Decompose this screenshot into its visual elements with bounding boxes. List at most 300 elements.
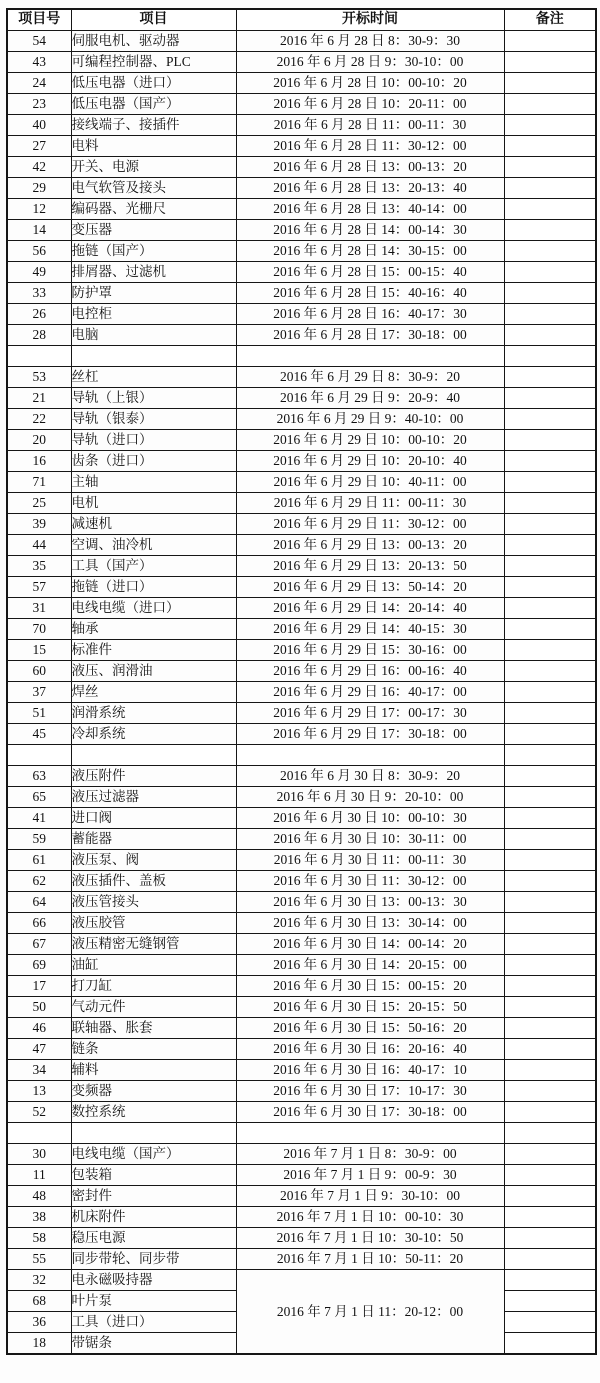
cell-item-name: 工具（国产） [71,556,236,577]
table-row [7,598,596,619]
cell-remark [504,1291,596,1312]
spacer-row [7,745,596,766]
cell-remark [504,451,596,472]
cell-remark [504,1144,596,1165]
cell-item-name: 工具（进口） [71,1312,236,1333]
cell-item-number: 52 [7,1102,71,1123]
cell-bid-time: 2016 年 6 月 30 日 11：30-12：00 [236,871,504,892]
cell-bid-time: 2016 年 7 月 1 日 11：20-12：00 [236,1270,504,1355]
table-row [7,724,596,745]
cell-bid-time: 2016 年 7 月 1 日 9：30-10：00 [236,1186,504,1207]
cell-bid-time: 2016 年 7 月 1 日 10：30-10：50 [236,1228,504,1249]
cell-remark [504,829,596,850]
cell-item-number: 51 [7,703,71,724]
table-row [7,325,596,346]
cell-bid-time: 2016 年 6 月 29 日 11：00-11：30 [236,493,504,514]
table-row [7,1039,596,1060]
cell-item-name: 稳压电源 [71,1228,236,1249]
cell-bid-time: 2016 年 7 月 1 日 8：30-9：00 [236,1144,504,1165]
cell-item-name: 辅料 [71,1060,236,1081]
cell-item-number: 44 [7,535,71,556]
cell-item-number: 70 [7,619,71,640]
cell-remark [504,31,596,52]
cell-remark [504,1249,596,1270]
cell-item-name: 电脑 [71,325,236,346]
cell-item-number: 21 [7,388,71,409]
cell-remark [504,934,596,955]
cell-bid-time: 2016 年 6 月 30 日 15：20-15：50 [236,997,504,1018]
cell-item-number: 17 [7,976,71,997]
cell-item-name: 液压过滤器 [71,787,236,808]
table-row [7,1270,596,1291]
cell-item-number: 30 [7,1144,71,1165]
cell-remark [504,94,596,115]
cell-bid-time: 2016 年 6 月 29 日 16：00-16：40 [236,661,504,682]
cell-item-number: 25 [7,493,71,514]
cell-item-name: 接线端子、接插件 [71,115,236,136]
cell-bid-time: 2016 年 6 月 29 日 17：30-18：00 [236,724,504,745]
cell-item-number: 35 [7,556,71,577]
cell-bid-time: 2016 年 6 月 29 日 9：20-9：40 [236,388,504,409]
table-row [7,388,596,409]
table-row [7,661,596,682]
cell-remark [504,52,596,73]
cell-item-name: 打刀缸 [71,976,236,997]
table-row [7,703,596,724]
cell-item-name: 机床附件 [71,1207,236,1228]
cell-item-name: 主轴 [71,472,236,493]
table-row [7,829,596,850]
bid-schedule-table [6,8,597,1355]
cell-remark [504,535,596,556]
cell-remark [504,892,596,913]
cell-item-name: 减速机 [71,514,236,535]
cell-remark [504,808,596,829]
cell-item-number: 43 [7,52,71,73]
cell-item-number: 18 [7,1333,71,1355]
table-row [7,934,596,955]
table-row [7,430,596,451]
header-item-number: 项目号 [7,9,71,31]
cell-item-number: 46 [7,1018,71,1039]
cell-remark [504,1081,596,1102]
cell-remark [504,598,596,619]
table-row [7,52,596,73]
table-row [7,367,596,388]
cell-item-number: 20 [7,430,71,451]
cell-item-number: 60 [7,661,71,682]
cell-item-name: 电气软管及接头 [71,178,236,199]
cell-remark [504,514,596,535]
cell-remark [504,199,596,220]
cell-item-name: 拖链（国产） [71,241,236,262]
empty-cell [236,346,504,367]
cell-item-number: 15 [7,640,71,661]
cell-item-number: 57 [7,577,71,598]
table-row [7,409,596,430]
cell-remark [504,787,596,808]
table-row [7,556,596,577]
cell-bid-time: 2016 年 6 月 29 日 10：20-10：40 [236,451,504,472]
cell-bid-time: 2016 年 6 月 28 日 15：40-16：40 [236,283,504,304]
cell-bid-time: 2016 年 6 月 28 日 13：40-14：00 [236,199,504,220]
cell-bid-time: 2016 年 6 月 29 日 13：20-13：50 [236,556,504,577]
cell-item-name: 同步带轮、同步带 [71,1249,236,1270]
cell-item-name: 电控柜 [71,304,236,325]
spacer-row [7,346,596,367]
table-row [7,619,596,640]
cell-remark [504,703,596,724]
cell-item-number: 38 [7,1207,71,1228]
cell-item-number: 42 [7,157,71,178]
cell-bid-time: 2016 年 6 月 28 日 8：30-9：30 [236,31,504,52]
cell-bid-time: 2016 年 6 月 28 日 13：20-13：40 [236,178,504,199]
cell-remark [504,850,596,871]
cell-remark [504,1039,596,1060]
cell-bid-time: 2016 年 6 月 29 日 17：00-17：30 [236,703,504,724]
cell-remark [504,220,596,241]
table-row [7,850,596,871]
cell-remark [504,493,596,514]
table-row [7,199,596,220]
cell-bid-time: 2016 年 6 月 28 日 16：40-17：30 [236,304,504,325]
cell-item-number: 54 [7,31,71,52]
cell-remark [504,73,596,94]
table-row [7,451,596,472]
cell-item-name: 变压器 [71,220,236,241]
cell-bid-time: 2016 年 6 月 30 日 17：30-18：00 [236,1102,504,1123]
cell-bid-time: 2016 年 6 月 29 日 13：00-13：20 [236,535,504,556]
cell-bid-time: 2016 年 6 月 30 日 13：00-13：30 [236,892,504,913]
spacer-row [7,1123,596,1144]
cell-item-number: 31 [7,598,71,619]
cell-remark [504,388,596,409]
cell-bid-time: 2016 年 6 月 30 日 8：30-9：20 [236,766,504,787]
cell-remark [504,1270,596,1291]
cell-item-name: 液压泵、阀 [71,850,236,871]
empty-cell [504,745,596,766]
cell-item-name: 导轨（上银） [71,388,236,409]
empty-cell [7,346,71,367]
cell-item-name: 排屑器、过滤机 [71,262,236,283]
table-row [7,640,596,661]
cell-remark [504,304,596,325]
cell-bid-time: 2016 年 6 月 29 日 8：30-9：20 [236,367,504,388]
cell-bid-time: 2016 年 6 月 29 日 13：50-14：20 [236,577,504,598]
table-row [7,1144,596,1165]
table-row [7,997,596,1018]
cell-item-name: 冷却系统 [71,724,236,745]
cell-bid-time: 2016 年 6 月 30 日 13：30-14：00 [236,913,504,934]
cell-item-name: 润滑系统 [71,703,236,724]
table-row [7,1060,596,1081]
header-bid-time: 开标时间 [236,9,504,31]
cell-item-number: 13 [7,1081,71,1102]
cell-item-name: 轴承 [71,619,236,640]
cell-item-number: 56 [7,241,71,262]
header-remark: 备注 [504,9,596,31]
cell-item-number: 39 [7,514,71,535]
cell-item-name: 丝杠 [71,367,236,388]
cell-item-name: 蓄能器 [71,829,236,850]
cell-remark [504,430,596,451]
table-row [7,1249,596,1270]
cell-bid-time: 2016 年 6 月 28 日 11：00-11：30 [236,115,504,136]
cell-remark [504,262,596,283]
cell-bid-time: 2016 年 6 月 30 日 14：00-14：20 [236,934,504,955]
table-row [7,535,596,556]
cell-remark [504,955,596,976]
cell-item-number: 37 [7,682,71,703]
cell-item-number: 58 [7,1228,71,1249]
cell-bid-time: 2016 年 6 月 28 日 13：00-13：20 [236,157,504,178]
cell-item-number: 47 [7,1039,71,1060]
cell-item-number: 14 [7,220,71,241]
cell-item-name: 液压管接头 [71,892,236,913]
cell-remark [504,115,596,136]
cell-item-name: 空调、油冷机 [71,535,236,556]
cell-item-name: 液压附件 [71,766,236,787]
table-row [7,955,596,976]
cell-bid-time: 2016 年 6 月 29 日 16：40-17：00 [236,682,504,703]
table-row [7,493,596,514]
cell-remark [504,1018,596,1039]
cell-item-number: 16 [7,451,71,472]
cell-bid-time: 2016 年 6 月 28 日 11：30-12：00 [236,136,504,157]
empty-cell [504,346,596,367]
cell-item-number: 71 [7,472,71,493]
cell-bid-time: 2016 年 6 月 28 日 15：00-15：40 [236,262,504,283]
cell-item-name: 带锯条 [71,1333,236,1355]
table-row [7,1228,596,1249]
table-row [7,871,596,892]
cell-item-name: 链条 [71,1039,236,1060]
table-row [7,1102,596,1123]
cell-remark [504,1312,596,1333]
table-row [7,220,596,241]
cell-remark [504,640,596,661]
cell-item-number: 63 [7,766,71,787]
cell-item-number: 41 [7,808,71,829]
cell-bid-time: 2016 年 6 月 28 日 14：30-15：00 [236,241,504,262]
cell-bid-time: 2016 年 6 月 29 日 15：30-16：00 [236,640,504,661]
cell-item-name: 包装箱 [71,1165,236,1186]
cell-bid-time: 2016 年 7 月 1 日 10：50-11：20 [236,1249,504,1270]
empty-cell [236,1123,504,1144]
empty-cell [504,1123,596,1144]
empty-cell [71,745,236,766]
table-row [7,892,596,913]
cell-remark [504,1102,596,1123]
table-row [7,262,596,283]
cell-item-number: 65 [7,787,71,808]
cell-item-number: 28 [7,325,71,346]
cell-item-name: 电永磁吸持器 [71,1270,236,1291]
cell-remark [504,178,596,199]
cell-item-number: 40 [7,115,71,136]
table-row [7,241,596,262]
cell-remark [504,325,596,346]
cell-item-name: 电线电缆（国产） [71,1144,236,1165]
table-row [7,1186,596,1207]
table-row [7,808,596,829]
cell-item-number: 45 [7,724,71,745]
table-row [7,1081,596,1102]
cell-item-name: 液压、润滑油 [71,661,236,682]
cell-bid-time: 2016 年 6 月 28 日 9：30-10：00 [236,52,504,73]
cell-remark [504,1060,596,1081]
cell-bid-time: 2016 年 6 月 30 日 10：30-11：00 [236,829,504,850]
cell-remark [504,661,596,682]
table-row [7,1018,596,1039]
cell-item-number: 32 [7,1270,71,1291]
header-row [7,9,596,31]
header-item: 项目 [71,9,236,31]
cell-bid-time: 2016 年 6 月 30 日 15：50-16：20 [236,1018,504,1039]
table-row [7,913,596,934]
cell-remark [504,619,596,640]
cell-bid-time: 2016 年 6 月 28 日 14：00-14：30 [236,220,504,241]
cell-item-number: 11 [7,1165,71,1186]
cell-bid-time: 2016 年 6 月 30 日 10：00-10：30 [236,808,504,829]
table-row [7,472,596,493]
cell-remark [504,1228,596,1249]
cell-item-name: 开关、电源 [71,157,236,178]
cell-item-number: 62 [7,871,71,892]
empty-cell [236,745,504,766]
table-row [7,1165,596,1186]
cell-bid-time: 2016 年 6 月 30 日 11：00-11：30 [236,850,504,871]
cell-item-name: 电机 [71,493,236,514]
cell-remark [504,766,596,787]
cell-item-number: 67 [7,934,71,955]
cell-item-number: 48 [7,1186,71,1207]
cell-bid-time: 2016 年 6 月 29 日 14：40-15：30 [236,619,504,640]
table-row [7,73,596,94]
table-row [7,766,596,787]
table-row [7,283,596,304]
cell-item-name: 低压电器（进口） [71,73,236,94]
cell-item-name: 气动元件 [71,997,236,1018]
cell-remark [504,556,596,577]
cell-bid-time: 2016 年 6 月 29 日 10：40-11：00 [236,472,504,493]
cell-item-name: 编码器、光栅尺 [71,199,236,220]
cell-item-number: 61 [7,850,71,871]
cell-item-number: 64 [7,892,71,913]
cell-remark [504,1165,596,1186]
cell-item-number: 23 [7,94,71,115]
cell-item-name: 电料 [71,136,236,157]
empty-cell [7,1123,71,1144]
empty-cell [71,346,236,367]
cell-bid-time: 2016 年 7 月 1 日 10：00-10：30 [236,1207,504,1228]
table-row [7,304,596,325]
cell-bid-time: 2016 年 7 月 1 日 9：00-9：30 [236,1165,504,1186]
cell-item-number: 59 [7,829,71,850]
cell-item-name: 焊丝 [71,682,236,703]
cell-bid-time: 2016 年 6 月 29 日 10：00-10：20 [236,430,504,451]
cell-item-number: 33 [7,283,71,304]
table-row [7,514,596,535]
cell-remark [504,997,596,1018]
cell-item-name: 标准件 [71,640,236,661]
cell-item-number: 49 [7,262,71,283]
table-row [7,787,596,808]
cell-item-number: 12 [7,199,71,220]
cell-bid-time: 2016 年 6 月 30 日 16：40-17：10 [236,1060,504,1081]
cell-remark [504,871,596,892]
table-row [7,115,596,136]
cell-bid-time: 2016 年 6 月 28 日 10：20-11：00 [236,94,504,115]
cell-item-name: 齿条（进口） [71,451,236,472]
table-body [7,31,596,1355]
cell-bid-time: 2016 年 6 月 30 日 17：10-17：30 [236,1081,504,1102]
cell-item-number: 66 [7,913,71,934]
cell-remark [504,136,596,157]
table-row [7,136,596,157]
cell-item-name: 叶片泵 [71,1291,236,1312]
cell-remark [504,682,596,703]
cell-item-number: 29 [7,178,71,199]
cell-item-number: 26 [7,304,71,325]
cell-item-name: 导轨（进口） [71,430,236,451]
cell-remark [504,976,596,997]
table-row [7,157,596,178]
cell-item-name: 进口阀 [71,808,236,829]
cell-item-name: 电线电缆（进口） [71,598,236,619]
cell-remark [504,1207,596,1228]
cell-item-name: 液压插件、盖板 [71,871,236,892]
cell-item-name: 密封件 [71,1186,236,1207]
cell-item-name: 导轨（银泰） [71,409,236,430]
cell-item-name: 变频器 [71,1081,236,1102]
cell-item-name: 液压胶管 [71,913,236,934]
cell-item-number: 68 [7,1291,71,1312]
cell-bid-time: 2016 年 6 月 29 日 14：20-14：40 [236,598,504,619]
cell-remark [504,283,596,304]
cell-bid-time: 2016 年 6 月 30 日 16：20-16：40 [236,1039,504,1060]
table-row [7,682,596,703]
table-row [7,976,596,997]
cell-remark [504,724,596,745]
cell-item-name: 数控系统 [71,1102,236,1123]
cell-remark [504,157,596,178]
cell-remark [504,241,596,262]
cell-bid-time: 2016 年 6 月 28 日 10：00-10：20 [236,73,504,94]
cell-item-number: 53 [7,367,71,388]
empty-cell [71,1123,236,1144]
cell-item-number: 24 [7,73,71,94]
cell-item-name: 液压精密无缝钢管 [71,934,236,955]
cell-item-number: 22 [7,409,71,430]
cell-item-name: 联轴器、胀套 [71,1018,236,1039]
cell-item-number: 50 [7,997,71,1018]
table-row [7,577,596,598]
cell-remark [504,472,596,493]
cell-remark [504,409,596,430]
table-row [7,1207,596,1228]
cell-item-number: 55 [7,1249,71,1270]
cell-bid-time: 2016 年 6 月 29 日 9：40-10：00 [236,409,504,430]
cell-bid-time: 2016 年 6 月 30 日 15：00-15：20 [236,976,504,997]
cell-item-number: 36 [7,1312,71,1333]
cell-remark [504,367,596,388]
cell-item-number: 69 [7,955,71,976]
cell-item-name: 伺服电机、驱动器 [71,31,236,52]
cell-item-number: 34 [7,1060,71,1081]
table-row [7,94,596,115]
cell-item-name: 拖链（进口） [71,577,236,598]
